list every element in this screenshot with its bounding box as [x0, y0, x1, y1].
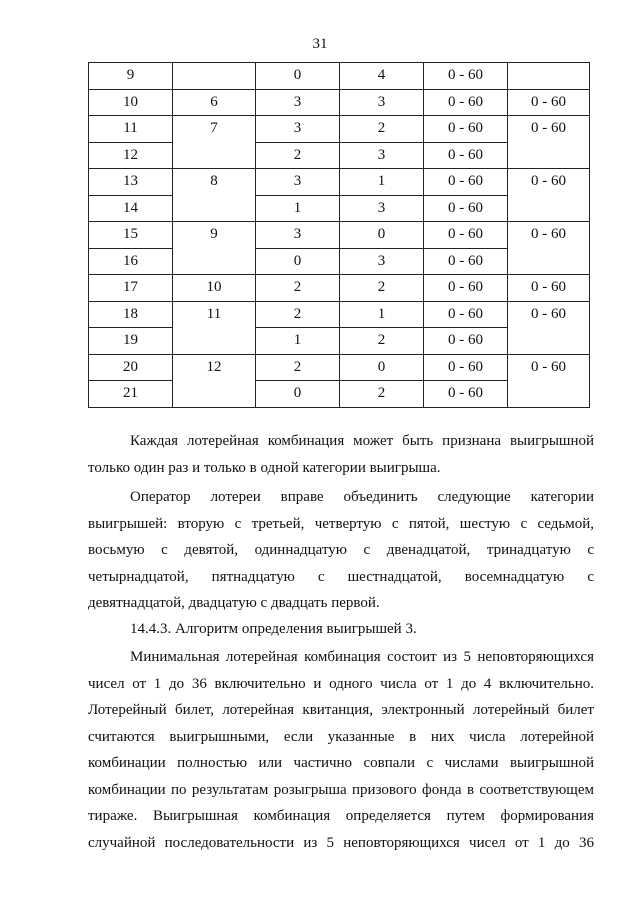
table-cell: 0 - 60: [508, 354, 590, 407]
paragraph-merge-categories: [88, 484, 594, 617]
table-cell: 15: [89, 222, 173, 249]
table-cell: 9: [89, 63, 173, 90]
table-cell: 11: [89, 116, 173, 143]
table-cell: 2: [256, 354, 340, 381]
table-cell: 0 - 60: [424, 89, 508, 116]
table-cell: 0 - 60: [424, 142, 508, 169]
text-line: восьмую с девятой, одиннадцатую с двенадцатой, тринадцатую с: [88, 542, 594, 558]
table-cell: 2: [256, 275, 340, 302]
table-cell: 0 - 60: [424, 222, 508, 249]
table-cell: 10: [89, 89, 173, 116]
table-cell: 9: [173, 222, 256, 275]
table-cell: 0 - 60: [508, 222, 590, 275]
paragraph-algorithm: [88, 644, 594, 856]
text-line: девятнадцатой, двадцатую с двадцать первой.: [88, 595, 380, 611]
table-row: [89, 222, 590, 249]
table-cell: 7: [173, 116, 256, 169]
table-cell: 0 - 60: [508, 169, 590, 222]
table-cell: 12: [173, 354, 256, 407]
table-cell: 4: [340, 63, 424, 90]
table-row: [89, 301, 590, 328]
table-row: [89, 116, 590, 143]
table-cell: 1: [256, 195, 340, 222]
table-cell: 11: [173, 301, 256, 354]
table-cell: 2: [340, 328, 424, 355]
table-cell: 10: [173, 275, 256, 302]
table-cell: 0: [256, 63, 340, 90]
text-line: Минимальная лотерейная комбинация состоит из 5 неповторяющихся: [130, 649, 594, 665]
table-cell: 6: [173, 89, 256, 116]
table-row: [89, 275, 590, 302]
table-cell: 0 - 60: [424, 328, 508, 355]
table-cell: 1: [340, 169, 424, 196]
text-line: выигрышей: вторую с третьей, четвертую с пятой, шестую с седьмой,: [88, 515, 594, 532]
table-cell: 3: [256, 89, 340, 116]
heading-line: 14.4.3. Алгоритм определения выигрышей 3.: [130, 621, 417, 637]
table-cell: 0: [340, 354, 424, 381]
table-cell: 1: [340, 301, 424, 328]
table-cell: 2: [340, 381, 424, 408]
table-cell: 3: [340, 142, 424, 169]
text-line: комбинации полностью или частично совпали с числами выигрышной: [88, 755, 594, 771]
table-cell: 0: [256, 381, 340, 408]
table-cell: 17: [89, 275, 173, 302]
table-cell: 0 - 60: [424, 195, 508, 222]
table-cell: 0 - 60: [424, 275, 508, 302]
table-row: [89, 354, 590, 381]
table-cell: 2: [340, 116, 424, 143]
text-line: комбинации по результатам розыгрыша призового фонда в соответствующем: [88, 781, 594, 798]
table-cell: 0 - 60: [508, 89, 590, 116]
table-cell: 0 - 60: [508, 275, 590, 302]
text-line: Оператор лотереи вправе объединить следующие категории: [130, 489, 594, 505]
table-cell: 0 - 60: [424, 354, 508, 381]
table-cell: 0 - 60: [508, 116, 590, 169]
table-cell: 21: [89, 381, 173, 408]
table-cell: 0: [256, 248, 340, 275]
table-cell: 0 - 60: [424, 63, 508, 90]
winning-categories-table: [88, 62, 590, 408]
table-cell: 2: [340, 275, 424, 302]
table-cell: 0 - 60: [424, 381, 508, 408]
table-cell: 12: [89, 142, 173, 169]
table-cell: 3: [340, 195, 424, 222]
table-cell: 0: [340, 222, 424, 249]
table-cell: 3: [256, 169, 340, 196]
page-number: 31: [312, 36, 328, 52]
table-cell: 1: [256, 328, 340, 355]
text-line: чисел от 1 до 36 включительно и одного числа от 1 до 4 включительно.: [88, 675, 594, 692]
table-cell: [173, 63, 256, 90]
table-cell: 19: [89, 328, 173, 355]
paragraph-single-win: [88, 428, 594, 481]
table-cell: 0 - 60: [424, 301, 508, 328]
table-row: [89, 89, 590, 116]
table-cell: 3: [256, 116, 340, 143]
text-line: только один раз и только в одной категории выигрыша.: [88, 459, 441, 476]
text-line: четырнадцатой, пятнадцатую с шестнадцатой, восемнадцатую с: [88, 568, 594, 585]
table-cell: 0 - 60: [424, 169, 508, 196]
text-line: тираже. Выигрышная комбинация определяется путем формирования: [88, 808, 594, 824]
text-line: Лотерейный билет, лотерейная квитанция, электронный лотерейный билет: [88, 702, 594, 718]
table-cell: 20: [89, 354, 173, 381]
table-cell: [508, 63, 590, 90]
table-cell: 3: [340, 89, 424, 116]
table-cell: 2: [256, 301, 340, 328]
table-row: [89, 169, 590, 196]
table-cell: 8: [173, 169, 256, 222]
table-row: [89, 63, 590, 90]
text-line: случайной последовательности из 5 неповторяющихся чисел от 1 до 36: [88, 834, 594, 851]
table-cell: 14: [89, 195, 173, 222]
table-cell: 3: [340, 248, 424, 275]
table-cell: 3: [256, 222, 340, 249]
table-cell: 13: [89, 169, 173, 196]
text-line: Каждая лотерейная комбинация может быть признана выигрышной: [130, 433, 594, 449]
table-cell: 18: [89, 301, 173, 328]
table-cell: 0 - 60: [508, 301, 590, 354]
table-cell: 2: [256, 142, 340, 169]
section-heading: [88, 616, 594, 643]
text-line: считаются выигрышными, если указанные в них числа лотерейной: [88, 728, 594, 745]
table-cell: 0 - 60: [424, 116, 508, 143]
table-cell: 0 - 60: [424, 248, 508, 275]
table-cell: 16: [89, 248, 173, 275]
